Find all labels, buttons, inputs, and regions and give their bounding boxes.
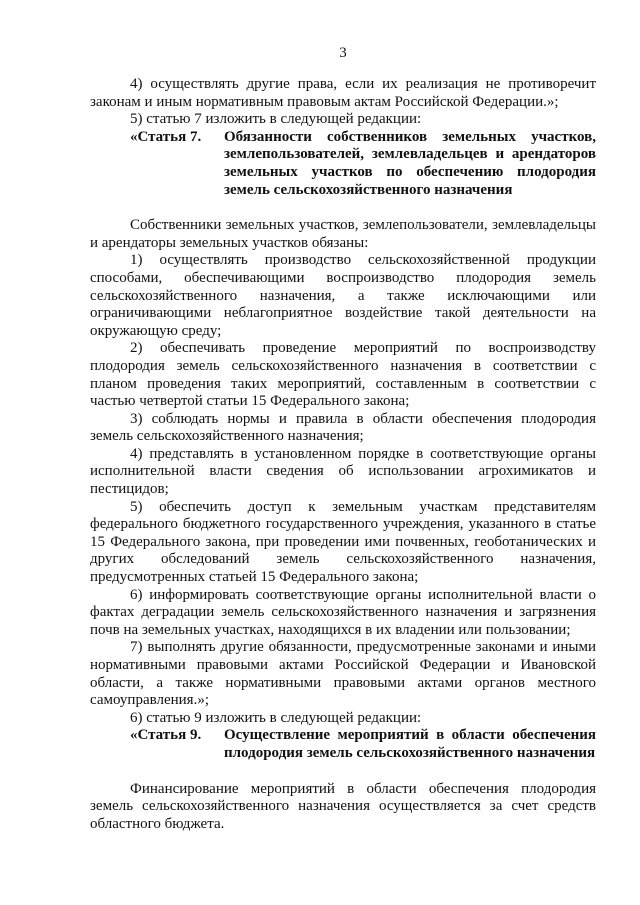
article-9-heading	[90, 727, 596, 762]
article-7-heading	[90, 129, 596, 199]
article-7-label: «Статья 7.	[130, 128, 202, 145]
page-number: 3	[339, 45, 347, 61]
list-item-obligation-6: 6) информировать соответствующие органы исполнительной власти о фактах деградации земель сельскохозяйственного назначения и загрязнения почв на земельных участках, находящихся в их владении или пользовании;	[90, 586, 596, 638]
list-item-obligation-5: 5) обеспечить доступ к земельным участкам представителям федерального бюджетного государственного учреждения, указанного в статье 15 Федерального закона, при проведении ими почвенных, геоботанических и других обследований земель сельскохозяйственного назначения, предусмотренных статьей 15 Федерального закона;	[90, 498, 596, 586]
article-9-title: Осуществление мероприятий в области обеспечения плодородия земель сельскохозяйственного назначения	[224, 727, 596, 761]
paragraph-financing: Финансирование мероприятий в области обеспечения плодородия земель сельскохозяйственного назначения осуществляется за счет средств областного бюджета.	[90, 780, 596, 832]
paragraph-item-6-amend-article-9: 6) статью 9 изложить в следующей редакции:	[130, 709, 422, 726]
spacer	[90, 199, 596, 217]
list-item-obligation-2: 2) обеспечивать проведение мероприятий по воспроизводству плодородия земель сельскохозяйственного назначения в соответствии с планом проведения таких мероприятий, составленным в соответствии с частью четвертой статьи 15 Федерального закона;	[90, 340, 596, 410]
list-item-obligation-3: 3) соблюдать нормы и правила в области обеспечения плодородия земель сельскохозяйственного назначения;	[90, 410, 596, 445]
list-item-obligation-7: 7) выполнять другие обязанности, предусмотренные законами и иными нормативными правовыми актами Российской Федерации и Ивановской области, а также нормативными правовыми актами органов местного самоуправления.»;	[90, 639, 596, 709]
paragraph-item-5-amend-article-7: 5) статью 7 изложить в следующей редакции:	[130, 111, 422, 128]
paragraph-item-4-rights: 4) осуществлять другие права, если их реализация не противоречит законам и иным нормативным правовым актам Российской Федерации.»;	[90, 76, 596, 110]
document-body	[90, 76, 596, 833]
list-item-obligation-1: 1) осуществлять производство сельскохозяйственной продукции способами, обеспечивающими воспроизводство плодородия земель сельскохозяйственного назначения, а также исключающими или ограничивающими неблагоприятное воздействие такой деятельности на окружающую среду;	[90, 252, 596, 339]
paragraph-owners-obliged: Собственники земельных участков, землепользователи, землевладельцы и арендаторы земельных участков обязаны:	[90, 217, 596, 251]
list-item-obligation-4: 4) представлять в установленном порядке в соответствующие органы исполнительной власти сведения об использовании агрохимикатов и пестицидов;	[90, 445, 596, 498]
article-7-title: Обязанности собственников земельных участков, землепользователей, землевладельцев и арендаторов земельных участков по обеспечению плодородия земель сельскохозяйственного назначения	[224, 128, 596, 198]
article-9-label: «Статья 9.	[130, 727, 202, 744]
spacer	[90, 763, 596, 781]
